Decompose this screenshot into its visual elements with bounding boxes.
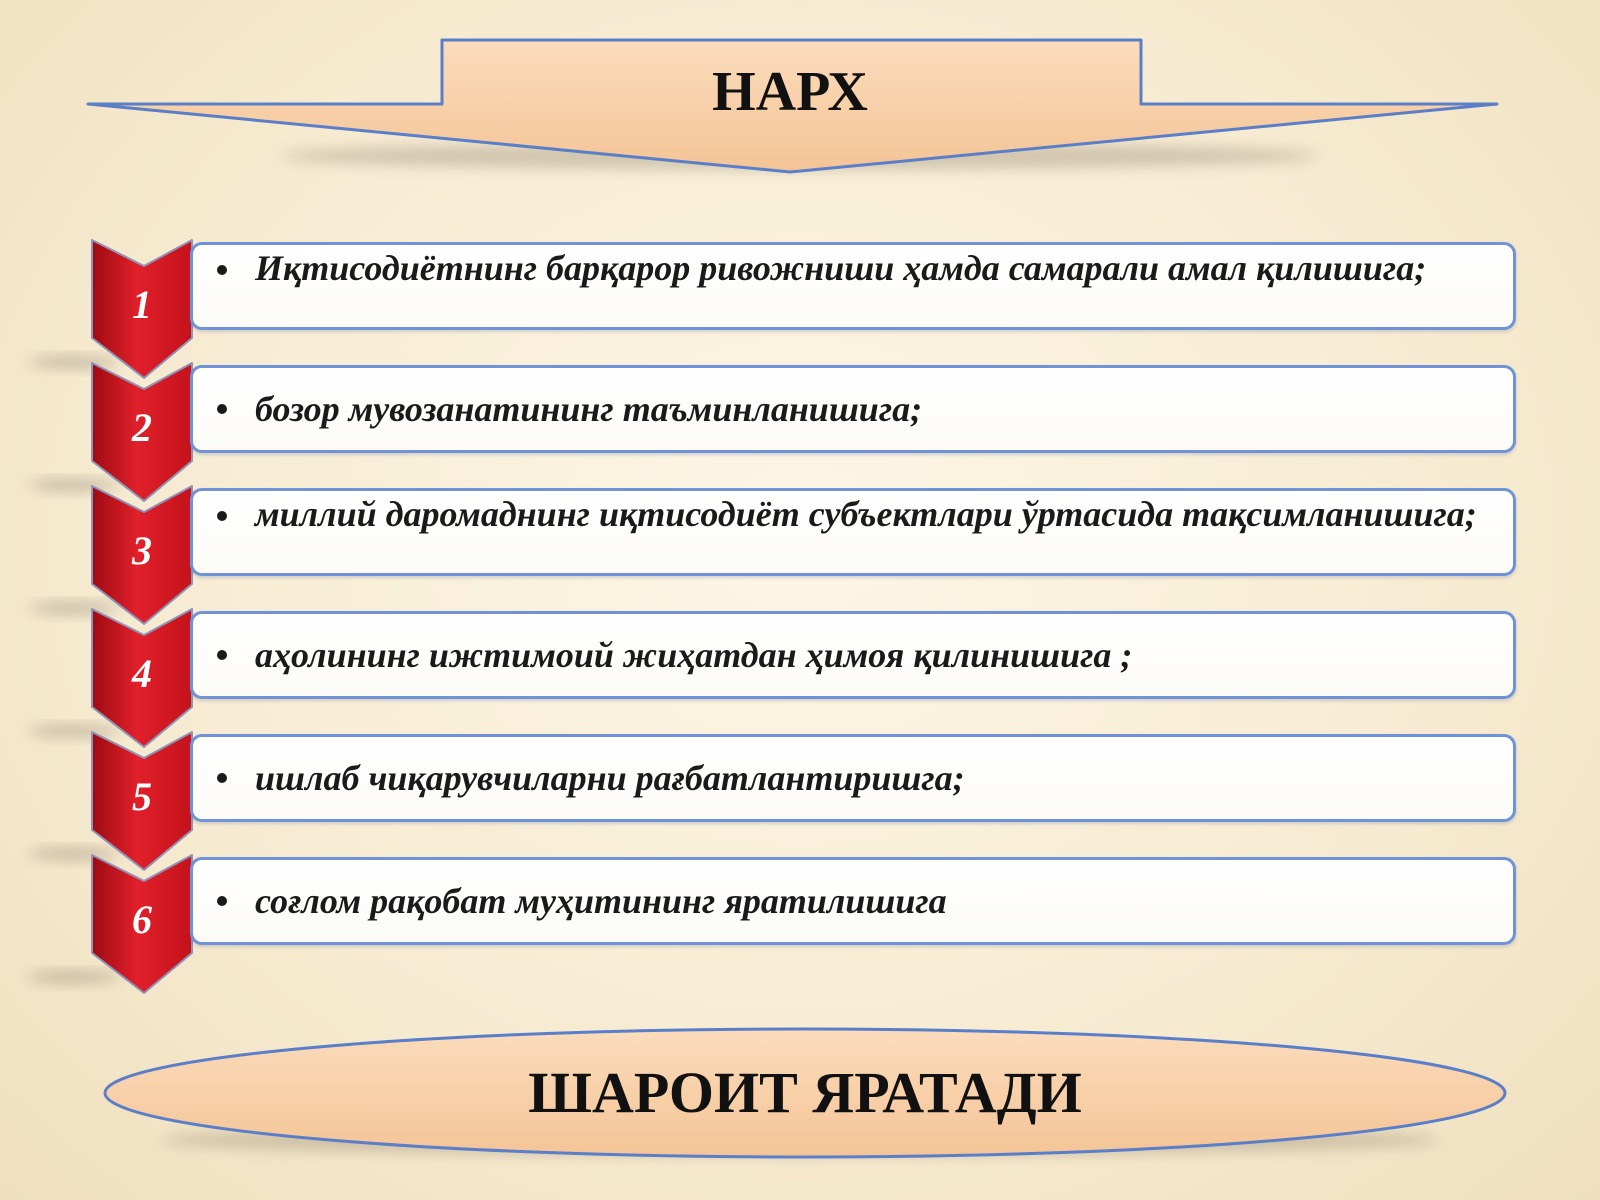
header-title: НАРХ [712, 61, 868, 123]
chevron-number: 4 [132, 651, 152, 696]
list-item-text: аҳолининг ижтимоий жиҳатдан ҳимоя қилинишига ; [255, 635, 1133, 675]
list-item-3 [190, 488, 1516, 576]
chevron-shadow [28, 356, 120, 368]
footer-title: ШАРОИТ ЯРАТАДИ [528, 1060, 1082, 1125]
list-item-text: соғлом рақобат муҳитининг яратилишига [255, 881, 947, 921]
chevron-number: 5 [132, 774, 152, 819]
chevron-shadow [28, 479, 120, 491]
chevron-number: 2 [132, 405, 152, 450]
list-item-1 [190, 242, 1516, 330]
bullet-icon [217, 265, 227, 275]
chevron-shadow [28, 725, 120, 737]
list-item-6 [190, 857, 1516, 945]
number-chevrons [28, 240, 192, 993]
list-item-4 [190, 611, 1516, 699]
bullet-icon [217, 773, 227, 783]
chevron-number: 1 [132, 282, 152, 327]
list-item-2 [190, 365, 1516, 453]
chevron-shadow [28, 602, 120, 614]
bullet-icon [217, 511, 227, 521]
list-item-text: Иқтисодиётнинг барқарор ривожниши ҳамда самарали амал қилишига; [255, 248, 1427, 288]
chevron-number: 3 [132, 528, 152, 573]
list-item-text: миллий даромаднинг иқтисодиёт субъектлари ўртасида тақсимланишига; [255, 494, 1477, 534]
bullet-icon [217, 404, 227, 414]
list-item-text: ишлаб чиқарувчиларни рағбатлантиришга; [255, 758, 965, 798]
bullet-icon [217, 650, 227, 660]
list-item-5 [190, 734, 1516, 822]
chevron-shadow [28, 971, 120, 983]
list-item-text: бозор мувозанатининг таъминланишига; [255, 389, 923, 429]
chevron-number: 6 [132, 897, 152, 942]
bullet-icon [217, 896, 227, 906]
chevron-shadow [28, 848, 120, 860]
